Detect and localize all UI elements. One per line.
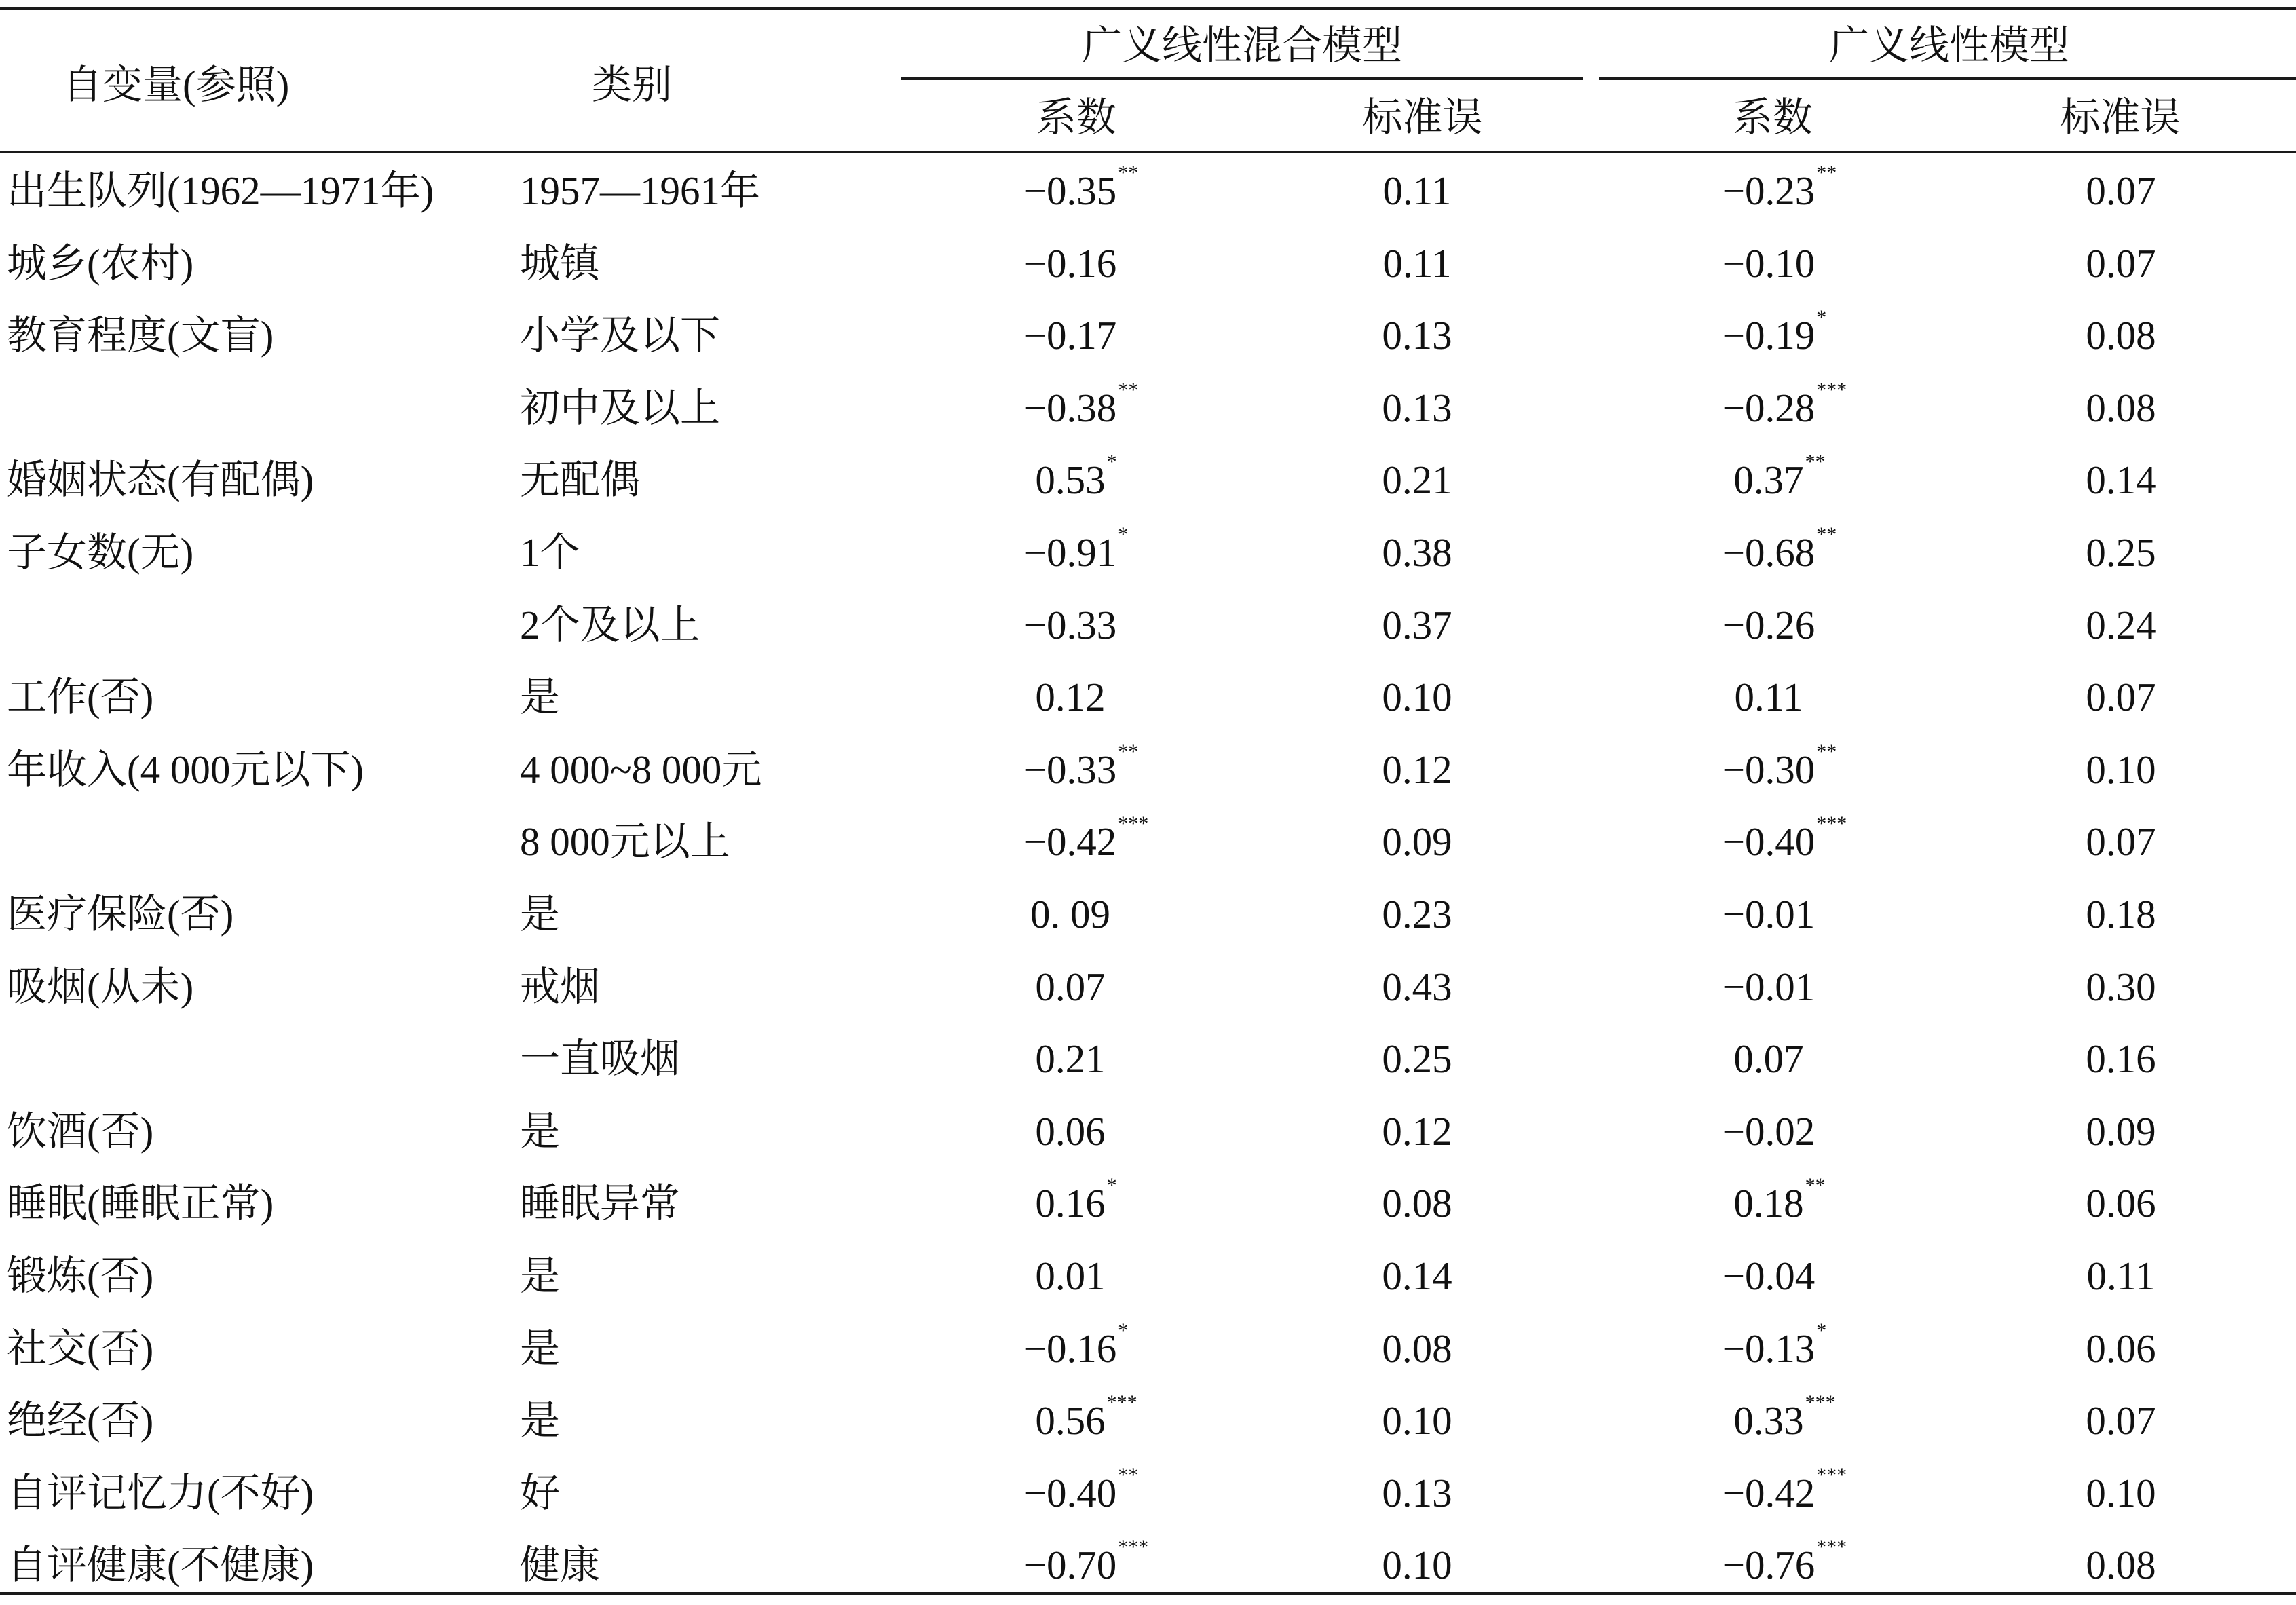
coef-model1-value: 0.06 bbox=[1035, 1108, 1106, 1154]
coef-model1-value: 0.21 bbox=[1035, 1036, 1106, 1082]
se-model2-value: 0.06 bbox=[2086, 1325, 2156, 1371]
significance-mark: * bbox=[1118, 523, 1129, 546]
model2-group-rule bbox=[1599, 77, 2296, 80]
se-model1-value: 0.25 bbox=[1382, 1036, 1452, 1082]
table-row bbox=[0, 592, 2296, 664]
category-cell: 无配偶 bbox=[520, 457, 641, 503]
significance-mark: * bbox=[1816, 1319, 1827, 1342]
coef-model2-value: 0.07 bbox=[1733, 1036, 1804, 1082]
variable-cell: 城乡(农村) bbox=[7, 240, 194, 286]
se-model1-value: 0.23 bbox=[1382, 891, 1452, 937]
header-category: 类别 bbox=[592, 62, 673, 107]
header-model1: 广义线性混合模型 bbox=[1081, 23, 1402, 68]
se-model1-value: 0.43 bbox=[1382, 964, 1452, 1009]
category-cell: 是 bbox=[520, 1325, 561, 1371]
category-cell: 小学及以下 bbox=[520, 313, 721, 358]
significance-mark: ** bbox=[1816, 162, 1837, 184]
coef-model2-value: −0.68 bbox=[1722, 529, 1815, 575]
se-model1-value: 0.12 bbox=[1382, 747, 1452, 792]
variable-cell: 教育程度(文盲) bbox=[7, 313, 274, 358]
category-cell: 健康 bbox=[520, 1543, 601, 1588]
header-rule bbox=[0, 151, 2296, 153]
coef-model2-value: −0.30 bbox=[1722, 747, 1815, 792]
se-model1-value: 0.13 bbox=[1382, 385, 1452, 430]
se-model2-value: 0.08 bbox=[2086, 1543, 2156, 1588]
coef-model1-value: −0.33 bbox=[1023, 602, 1117, 647]
variable-cell: 锻炼(否) bbox=[7, 1253, 154, 1298]
variable-cell: 睡眠(睡眠正常) bbox=[7, 1181, 274, 1226]
significance-mark: ** bbox=[1118, 162, 1139, 184]
significance-mark: *** bbox=[1106, 1391, 1137, 1414]
table-row bbox=[0, 302, 2296, 375]
header-model2: 广义线性模型 bbox=[1828, 23, 2069, 68]
coef-model1-value: −0.70 bbox=[1023, 1543, 1117, 1588]
table-row bbox=[0, 1170, 2296, 1243]
table-top-rule bbox=[0, 7, 2296, 10]
se-model1-value: 0.13 bbox=[1382, 1470, 1452, 1515]
coef-model2-value: 0.18 bbox=[1733, 1181, 1804, 1226]
coef-model1-value: −0.42 bbox=[1023, 819, 1117, 865]
table-bottom-rule bbox=[0, 1592, 2296, 1595]
table-row bbox=[0, 157, 2296, 230]
se-model2-value: 0.08 bbox=[2086, 313, 2156, 358]
table-row bbox=[0, 1387, 2296, 1460]
coef-model1-value: −0.33 bbox=[1023, 747, 1117, 792]
se-model2-value: 0.09 bbox=[2086, 1108, 2156, 1154]
category-cell: 一直吸烟 bbox=[520, 1036, 681, 1082]
significance-mark: ** bbox=[1118, 378, 1139, 401]
se-model2-value: 0.16 bbox=[2086, 1036, 2156, 1082]
table-row bbox=[0, 519, 2296, 592]
se-model1-value: 0.21 bbox=[1382, 457, 1452, 503]
table-row bbox=[0, 1243, 2296, 1315]
coef-model1-value: 0.01 bbox=[1035, 1253, 1106, 1298]
table-row bbox=[0, 953, 2296, 1026]
se-model1-value: 0.10 bbox=[1382, 1543, 1452, 1588]
se-model2-value: 0.30 bbox=[2086, 964, 2156, 1009]
coef-model2-value: 0.37 bbox=[1733, 457, 1804, 503]
category-cell: 是 bbox=[520, 1253, 561, 1298]
coef-model1-value: 0.16 bbox=[1035, 1181, 1106, 1226]
coef-model1-value: −0.17 bbox=[1023, 313, 1117, 358]
coef-model1-value: −0.16 bbox=[1023, 240, 1117, 286]
table-row bbox=[0, 881, 2296, 953]
coef-model1-value: −0.91 bbox=[1023, 529, 1117, 575]
header-se-model2: 标准误 bbox=[2060, 95, 2181, 140]
coef-model2-value: −0.02 bbox=[1722, 1108, 1815, 1154]
se-model2-value: 0.25 bbox=[2086, 529, 2156, 575]
se-model2-value: 0.10 bbox=[2086, 747, 2156, 792]
table-row bbox=[0, 1098, 2296, 1171]
category-cell: 戒烟 bbox=[520, 964, 601, 1009]
coef-model2-value: −0.76 bbox=[1722, 1543, 1815, 1588]
table-row bbox=[0, 1025, 2296, 1098]
variable-cell: 子女数(无) bbox=[7, 529, 194, 575]
coef-model1-value: −0.35 bbox=[1023, 168, 1117, 213]
variable-cell: 出生队列(1962—1971年) bbox=[7, 168, 434, 213]
se-model2-value: 0.11 bbox=[2086, 1253, 2156, 1298]
coef-model1-value: 0.12 bbox=[1035, 675, 1106, 720]
se-model1-value: 0.37 bbox=[1382, 602, 1452, 647]
variable-cell: 绝经(否) bbox=[7, 1398, 154, 1443]
variable-cell: 自评健康(不健康) bbox=[7, 1543, 314, 1588]
se-model2-value: 0.24 bbox=[2086, 602, 2156, 647]
coef-model1-value: −0.38 bbox=[1023, 385, 1117, 430]
coef-model2-value: −0.19 bbox=[1722, 313, 1815, 358]
table-row bbox=[0, 447, 2296, 519]
variable-cell: 社交(否) bbox=[7, 1325, 154, 1371]
se-model2-value: 0.18 bbox=[2086, 891, 2156, 937]
se-model2-value: 0.07 bbox=[2086, 675, 2156, 720]
category-cell: 8 000元以上 bbox=[520, 819, 730, 865]
se-model2-value: 0.14 bbox=[2086, 457, 2156, 503]
category-cell: 是 bbox=[520, 891, 561, 937]
category-cell: 睡眠异常 bbox=[520, 1181, 681, 1226]
se-model1-value: 0.11 bbox=[1382, 168, 1452, 213]
coef-model2-value: −0.23 bbox=[1722, 168, 1815, 213]
se-model1-value: 0.13 bbox=[1382, 313, 1452, 358]
se-model1-value: 0.08 bbox=[1382, 1181, 1452, 1226]
coef-model1-value: 0. 09 bbox=[1030, 891, 1110, 937]
header-coef-model1: 系数 bbox=[1036, 95, 1116, 140]
table-row bbox=[0, 736, 2296, 809]
se-model1-value: 0.12 bbox=[1382, 1108, 1452, 1154]
significance-mark: *** bbox=[1118, 1536, 1149, 1559]
se-model1-value: 0.14 bbox=[1382, 1253, 1452, 1298]
table-row bbox=[0, 1460, 2296, 1532]
coef-model2-value: 0.11 bbox=[1734, 675, 1803, 720]
significance-mark: ** bbox=[1118, 740, 1139, 763]
category-cell: 初中及以上 bbox=[520, 385, 721, 430]
coef-model1-value: 0.07 bbox=[1035, 964, 1106, 1009]
model1-group-rule bbox=[901, 77, 1583, 80]
se-model1-value: 0.11 bbox=[1382, 240, 1452, 286]
se-model2-value: 0.06 bbox=[2086, 1181, 2156, 1226]
significance-mark: * bbox=[1106, 451, 1117, 474]
coef-model1-value: −0.16 bbox=[1023, 1325, 1117, 1371]
coef-model2-value: −0.04 bbox=[1722, 1253, 1815, 1298]
se-model1-value: 0.38 bbox=[1382, 529, 1452, 575]
significance-mark: ** bbox=[1816, 740, 1837, 763]
coef-model1-value: 0.53 bbox=[1035, 457, 1106, 503]
se-model1-value: 0.10 bbox=[1382, 675, 1452, 720]
variable-cell: 医疗保险(否) bbox=[7, 891, 234, 937]
variable-cell: 婚姻状态(有配偶) bbox=[7, 457, 314, 503]
se-model2-value: 0.07 bbox=[2086, 1398, 2156, 1443]
significance-mark: * bbox=[1118, 1319, 1129, 1342]
variable-cell: 自评记忆力(不好) bbox=[7, 1470, 314, 1515]
significance-mark: *** bbox=[1118, 812, 1149, 835]
category-cell: 好 bbox=[520, 1470, 561, 1515]
se-model2-value: 0.07 bbox=[2086, 819, 2156, 865]
coef-model2-value: −0.10 bbox=[1722, 240, 1815, 286]
table-body bbox=[0, 157, 2296, 1604]
se-model2-value: 0.08 bbox=[2086, 385, 2156, 430]
significance-mark: ** bbox=[1816, 523, 1837, 546]
category-cell: 是 bbox=[520, 1108, 561, 1154]
table-row bbox=[0, 808, 2296, 881]
coef-model2-value: −0.28 bbox=[1722, 385, 1815, 430]
significance-mark: *** bbox=[1816, 378, 1847, 401]
table-row bbox=[0, 1315, 2296, 1388]
significance-mark: * bbox=[1106, 1174, 1117, 1197]
category-cell: 1957—1961年 bbox=[520, 168, 760, 213]
significance-mark: ** bbox=[1118, 1463, 1139, 1486]
coef-model2-value: −0.26 bbox=[1722, 602, 1815, 647]
se-model2-value: 0.07 bbox=[2086, 168, 2156, 213]
coef-model1-value: 0.56 bbox=[1035, 1398, 1106, 1443]
category-cell: 是 bbox=[520, 675, 561, 720]
table-row bbox=[0, 375, 2296, 447]
coef-model2-value: −0.13 bbox=[1722, 1325, 1815, 1371]
header-coef-model2: 系数 bbox=[1732, 95, 1813, 140]
significance-mark: *** bbox=[1816, 1463, 1847, 1486]
significance-mark: ** bbox=[1805, 1174, 1826, 1197]
variable-cell: 工作(否) bbox=[7, 675, 154, 720]
category-cell: 1个 bbox=[520, 529, 580, 575]
significance-mark: *** bbox=[1805, 1391, 1836, 1414]
se-model1-value: 0.10 bbox=[1382, 1398, 1452, 1443]
se-model2-value: 0.07 bbox=[2086, 240, 2156, 286]
header-variable: 自变量(参照) bbox=[62, 62, 290, 107]
se-model2-value: 0.10 bbox=[2086, 1470, 2156, 1515]
variable-cell: 吸烟(从未) bbox=[7, 964, 194, 1009]
significance-mark: * bbox=[1816, 306, 1827, 329]
significance-mark: ** bbox=[1805, 451, 1826, 474]
significance-mark: *** bbox=[1816, 1536, 1847, 1559]
coef-model2-value: −0.01 bbox=[1722, 964, 1815, 1009]
coef-model2-value: −0.40 bbox=[1722, 819, 1815, 865]
coef-model1-value: −0.40 bbox=[1023, 1470, 1117, 1515]
variable-cell: 年收入(4 000元以下) bbox=[7, 747, 364, 792]
significance-mark: *** bbox=[1816, 812, 1847, 835]
category-cell: 是 bbox=[520, 1398, 561, 1443]
variable-cell: 饮酒(否) bbox=[7, 1108, 154, 1154]
coef-model2-value: −0.01 bbox=[1722, 891, 1815, 937]
category-cell: 4 000~8 000元 bbox=[520, 747, 762, 792]
se-model1-value: 0.09 bbox=[1382, 819, 1452, 865]
se-model1-value: 0.08 bbox=[1382, 1325, 1452, 1371]
category-cell: 城镇 bbox=[520, 240, 601, 286]
header-se-model1: 标准误 bbox=[1362, 95, 1483, 140]
coef-model2-value: 0.33 bbox=[1733, 1398, 1804, 1443]
table-row bbox=[0, 230, 2296, 303]
coef-model2-value: −0.42 bbox=[1722, 1470, 1815, 1515]
category-cell: 2个及以上 bbox=[520, 602, 700, 647]
table-row bbox=[0, 664, 2296, 736]
